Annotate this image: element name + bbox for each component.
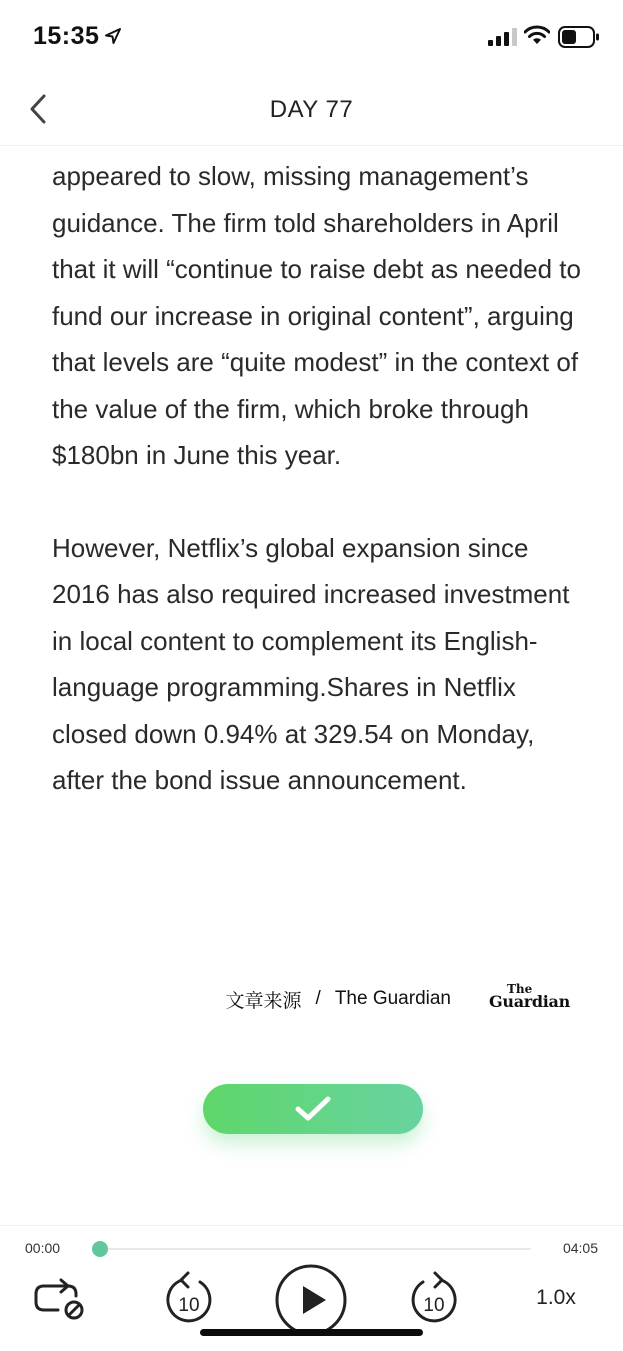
- cellular-signal-icon: [488, 28, 518, 46]
- wifi-icon: [524, 25, 550, 45]
- source-separator: /: [315, 988, 321, 1009]
- progress-thumb[interactable]: [92, 1241, 108, 1257]
- location-arrow-icon: [104, 27, 122, 45]
- status-time: 15:35: [33, 22, 100, 50]
- page-title: DAY 77: [269, 96, 354, 123]
- home-indicator: [200, 1329, 423, 1336]
- checkmark-icon: [294, 1095, 332, 1123]
- rewind-button[interactable]: [160, 1269, 218, 1329]
- status-bar: [0, 0, 623, 70]
- nav-bar: [0, 75, 623, 146]
- battery-icon: [558, 26, 600, 48]
- source-name: The Guardian: [334, 988, 451, 1009]
- article-source: [0, 982, 570, 1016]
- playback-speed-button[interactable]: 1.0x: [536, 1286, 576, 1309]
- loop-button[interactable]: [30, 1274, 90, 1326]
- repeat-off-icon: [30, 1274, 90, 1326]
- progress-bar[interactable]: [94, 1248, 531, 1250]
- source-label: 文章来源: [225, 990, 302, 1012]
- guardian-logo: The Guardian: [489, 982, 570, 1011]
- article-paragraph: appeared to slow, missing management’s guidance. The firm told shareholders in April that it will “continue to raise debt as needed to fund our increase in original content”, arguing that levels are “quite modest” in the context of the value of the firm, which broke through $180bn in June this year.: [52, 161, 581, 470]
- play-button[interactable]: [274, 1263, 348, 1337]
- total-time: 04:05: [562, 1240, 598, 1256]
- rewind-seconds: 10: [178, 1295, 200, 1316]
- forward-seconds: 10: [423, 1295, 445, 1316]
- article-body: [52, 153, 582, 804]
- forward-button[interactable]: [405, 1269, 463, 1329]
- play-icon: [274, 1263, 348, 1337]
- audio-player: [0, 1225, 623, 1351]
- current-time: 00:00: [25, 1240, 61, 1256]
- complete-button[interactable]: [203, 1084, 423, 1134]
- article-paragraph: However, Netflix’s global expansion since 2016 has also required increased investment in local content to complement its English-language programming.Shares in Netflix closed down 0.94% at 329.54 on Monday, after the bond issue announcement.: [52, 532, 570, 795]
